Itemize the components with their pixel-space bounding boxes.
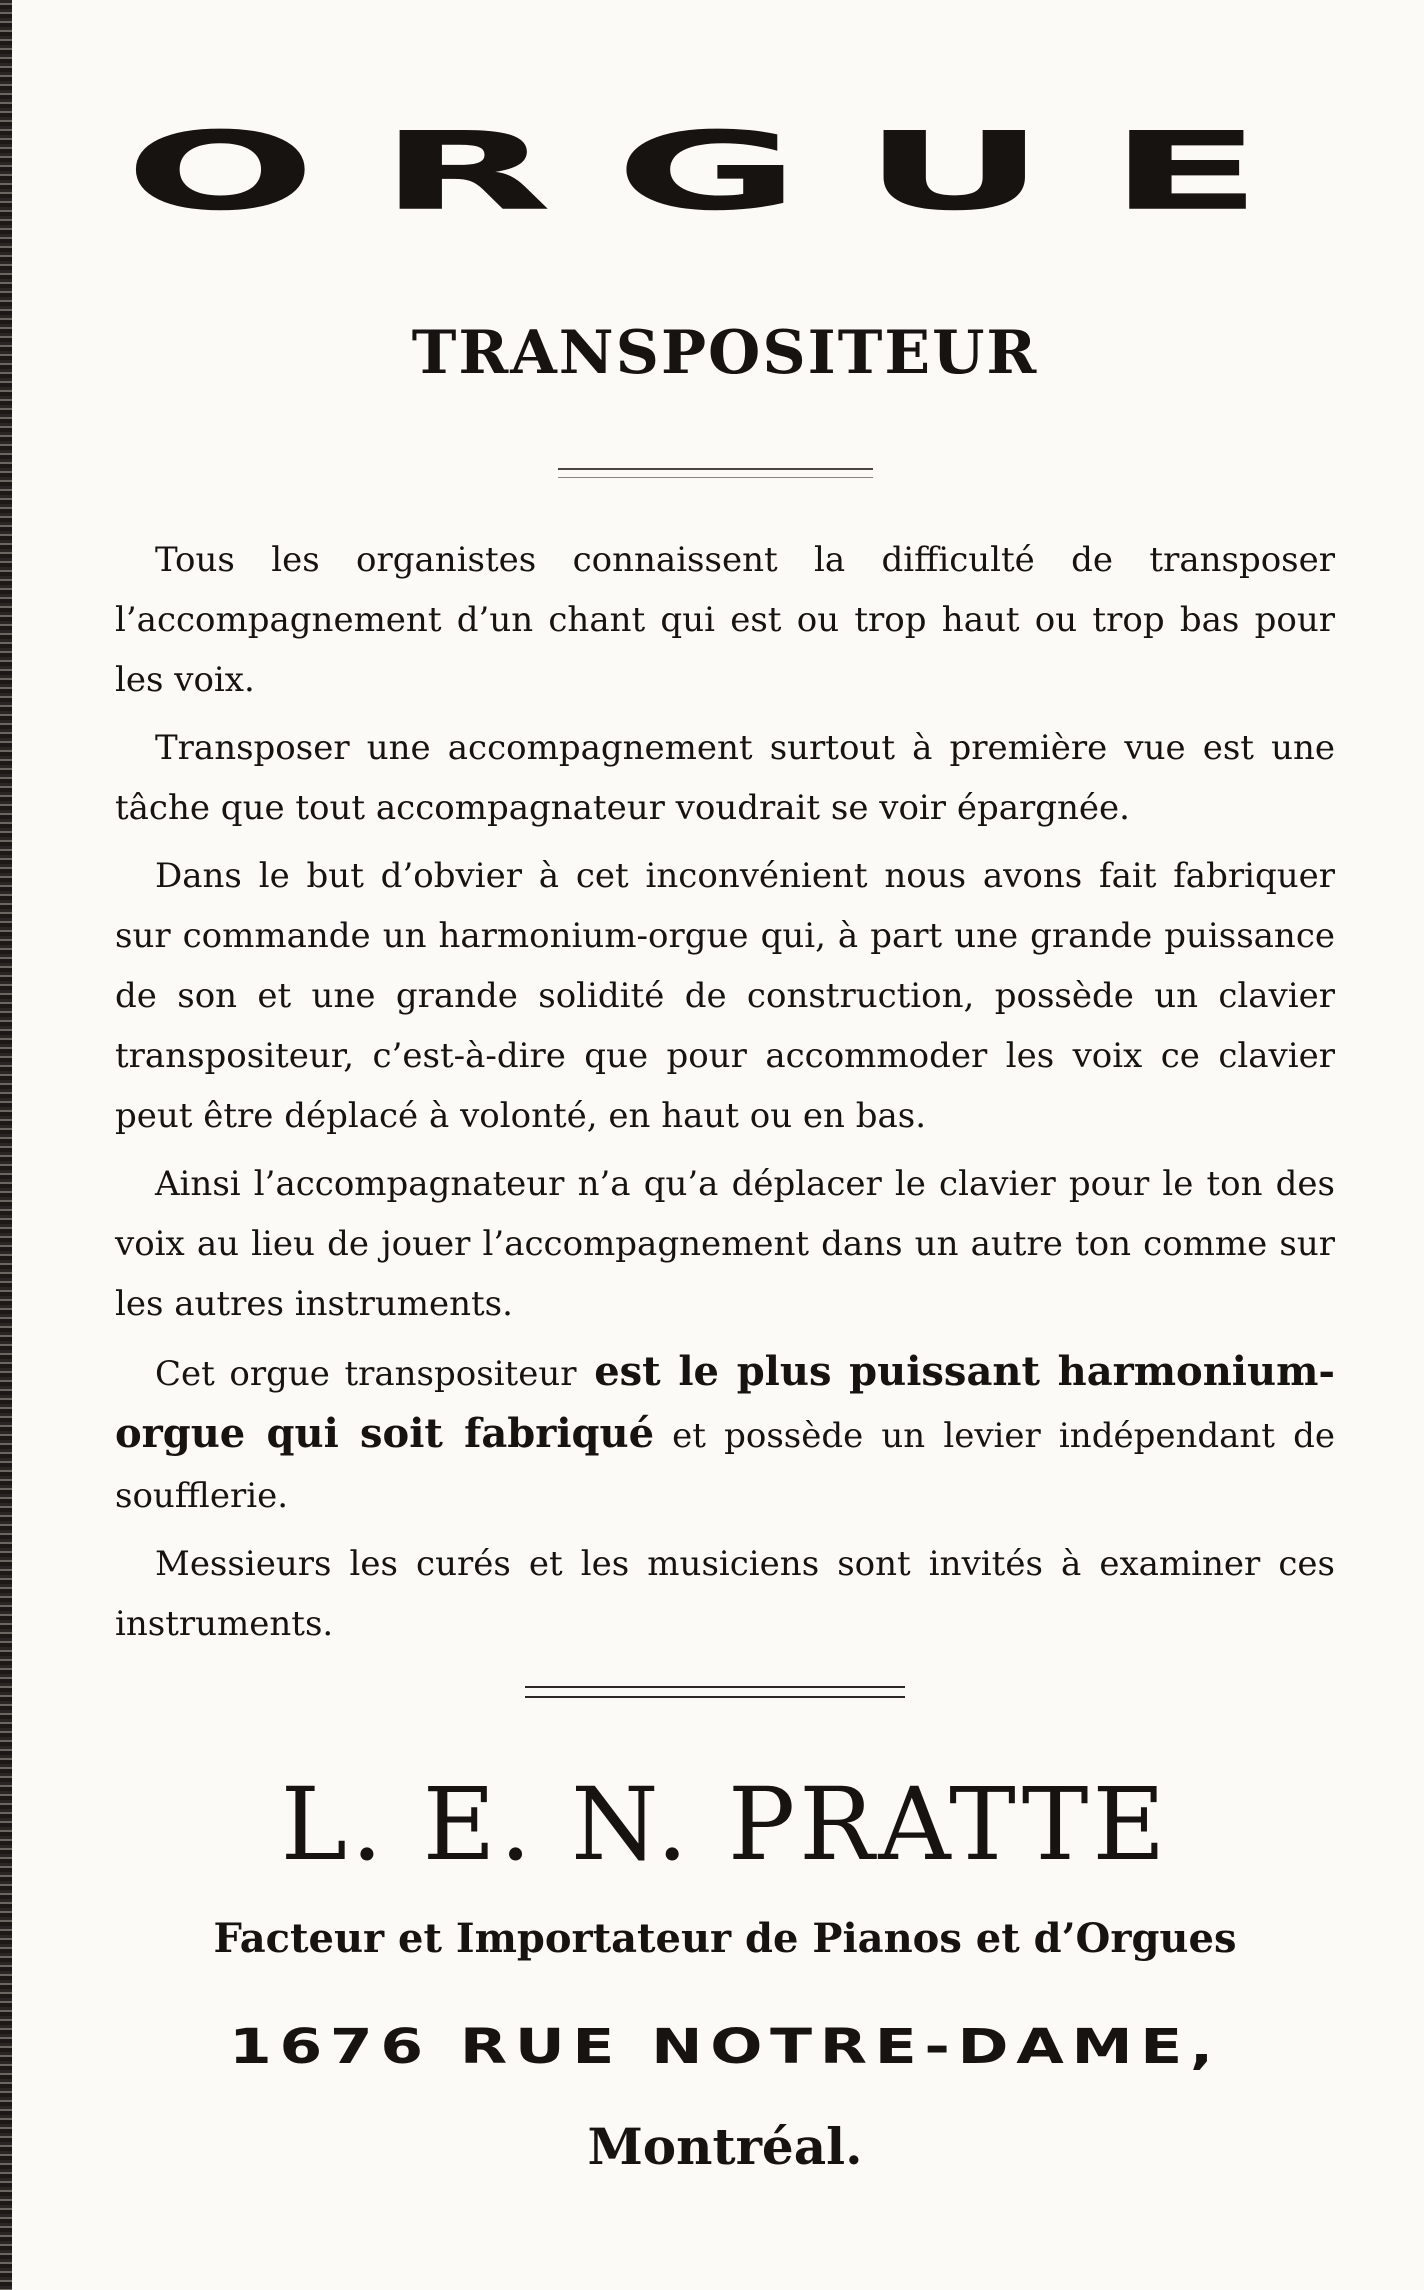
paragraph: Transposer une accompagnement surtout à première vue est une tâche que tout accompagnateur voudrait se voir épargnée. xyxy=(115,728,1335,828)
firm-name: L. E. N. PRATTE xyxy=(280,1766,1170,1883)
ad-title: ORGUE xyxy=(124,109,1326,235)
firm-address: 1676 RUE NOTRE-DAME, xyxy=(229,2019,1221,2075)
paragraph: Dans le but d’obvier à cet inconvénient nous avons fait fabriquer sur commande un harmonium-orgue qui, à part une grande puissance de son et une grande solidité de construction, possède un clavier transpositeur, c’est-à-dire que pour accommoder les voix ce clavier peut être déplacé à volonté, en haut ou en bas. xyxy=(115,856,1335,1136)
paragraph: Ainsi l’accompagnateur n’a qu’a déplacer le clavier pour le ton des voix au lieu de jouer l’accompagnement dans un autre ton comme sur les autres instruments. xyxy=(115,1164,1335,1324)
paragraph-lead: Cet orgue transpositeur xyxy=(155,1354,577,1394)
advertisement xyxy=(100,0,1350,2290)
firm-city: Montréal. xyxy=(587,2117,863,2176)
page-edge xyxy=(0,0,12,2290)
divider-rule xyxy=(558,468,873,478)
paragraph-emphasis: est le plus puissant harmonium-orgue qui soit fabriqué xyxy=(115,1348,1335,1457)
ad-subtitle: TRANSPOSITEUR xyxy=(411,318,1039,388)
paragraph: Tous les organistes connaissent la difficulté de transposer l’accompagnement d’un chant qui est ou trop haut ou trop bas pour les voix. xyxy=(115,540,1335,700)
paragraph: Messieurs les curés et les musiciens sont invités à examiner ces instruments. xyxy=(115,1544,1335,1644)
divider-rule xyxy=(525,1686,905,1698)
ad-body xyxy=(115,530,1335,1662)
paragraph xyxy=(115,1342,1335,1526)
paragraph-tail: et possède un levier indépendant de soufflerie. xyxy=(115,1416,1335,1516)
firm-description: Facteur et Importateur de Pianos et d’Orgues xyxy=(213,1915,1237,1962)
